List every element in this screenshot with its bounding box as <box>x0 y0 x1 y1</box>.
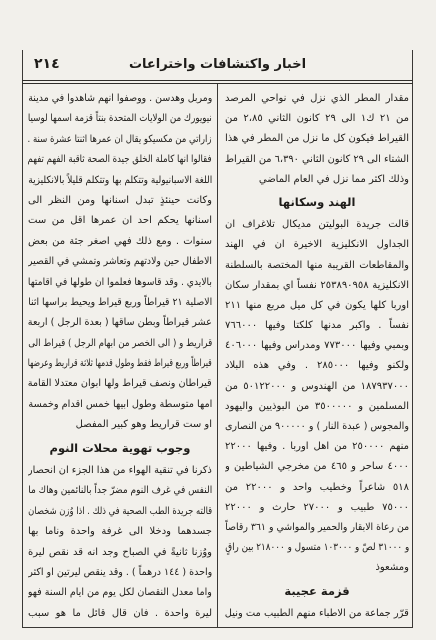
text-line-content: ومربل وهدسن . ووصفوا انهم شاهدوا في مدينة <box>28 93 212 104</box>
text-line-content: المسلمين و ٣٥٠٠٠٠٠ من البوذيين واليهود <box>225 400 409 412</box>
text-line-content: من ٢١ ك١ الى ٢٩ كانون الثاني ٢،٨٥ من <box>225 113 409 125</box>
text-line <box>28 172 212 189</box>
text-line-content: اوربا كلها يكون في كل ميل مربع منها ٢١١ <box>225 299 409 311</box>
text-line <box>225 605 409 622</box>
text-line <box>28 233 212 250</box>
text-line-content: قالته جريدة الطب الصحية في ذلك . اذا وُزن شخصان <box>28 505 212 517</box>
text-line <box>28 294 212 311</box>
text-line <box>225 257 409 274</box>
text-line-content: قرّر جماعة من الاطباء منهم الطبيب مت ونيل <box>225 607 409 619</box>
text-line <box>28 274 212 291</box>
text-line <box>28 355 212 372</box>
text-line <box>28 335 212 352</box>
text-line-content: قيراطان ونصف قيراط ولها ابوان معتدلا القامة <box>28 378 212 390</box>
text-line-content: الاطفال حين ولادتهم وتعاشر وتمشي في القصير <box>28 256 212 268</box>
text-line <box>225 418 409 435</box>
text-line-content: قالت جريدة البوليتن مديكال تلاغراف ان <box>225 219 409 231</box>
text-line <box>225 130 409 147</box>
section-heading: وجوب تهوية محلات النوم <box>49 440 191 455</box>
text-line <box>28 151 212 168</box>
text-line <box>28 564 212 581</box>
text-line-content: النفس في غرف النوم مضرّ جداً بالنائمين وهاك ما <box>28 485 212 497</box>
text-line <box>28 253 212 270</box>
text-line <box>225 171 409 188</box>
section-heading: الهند وسكانها <box>278 194 356 209</box>
running-title: اخبار واكتشافات واختراعات <box>128 57 307 72</box>
text-line <box>225 236 409 253</box>
text-line <box>225 357 409 374</box>
section-heading: قزمة عجيبة <box>284 583 350 598</box>
text-line <box>28 90 212 107</box>
text-line <box>28 192 212 209</box>
text-line <box>28 212 212 229</box>
text-line <box>225 337 409 354</box>
text-line-content: والمجوس ( عبدة النار ) و ٩٠٠٠٠٠ من النصارى <box>225 421 409 432</box>
text-line-content: او ست قراريط وهو كبير المفصل <box>75 419 212 431</box>
text-line <box>28 462 212 479</box>
text-line-content: منهم ٢٥٠٠٠٠ من اهل اوربا . وفيها ٢٢٠٠٠ <box>225 441 409 453</box>
text-line <box>225 151 409 168</box>
text-line <box>225 479 409 496</box>
text-line-content: ٧٥٠٠٠ طبيب و ٢٧٠٠٠ حارث و ٢٢٠٠٠ <box>225 501 409 513</box>
text-line-content: جسدهما ودخلا الى غرفة واحدة وناما بها <box>28 526 212 538</box>
text-line-content: ٤٠٠٠ ساحر و ٤٦٥ من مخرجي الشياطين و <box>225 461 409 473</box>
text-line <box>225 438 409 455</box>
text-line <box>225 458 409 475</box>
running-header <box>22 52 413 80</box>
text-line-content: سنوات . ومع ذلك فهي اصغر جثة من بعض <box>28 235 212 247</box>
text-line-content: الانكليزية ٢٥٣٨٩٠٩٥٨ نفساً اي بمقدار سكان <box>225 279 409 291</box>
text-line <box>28 544 212 561</box>
text-line <box>225 110 409 127</box>
text-line-content: قراريط و ( الى الخصر من ابهام الرجل ) قيراط الى <box>28 337 212 349</box>
text-line-content: اسنانها يحكم احد ان عمرها اقل من ست <box>28 215 212 227</box>
text-line <box>28 314 212 331</box>
text-line <box>225 499 409 516</box>
text-line <box>28 523 212 540</box>
text-line-content: ولكنو وفيها ٢٨٥٠٠٠ . وفي هذه البلاد <box>225 360 409 372</box>
text-line <box>28 482 212 499</box>
text-line <box>225 277 409 294</box>
text-line-content: ووُزنا ثانيةً في الصباح وجد انه قد نقص ليرة <box>28 546 212 558</box>
text-line-content: واحدة ( ١٤٤ درهماً ) . وقد ينقص ليرتين او اكثر <box>28 566 212 578</box>
text-line <box>28 131 212 148</box>
text-line-content: واما معدل النقصان لكل يوم من ايام السنة فهو <box>28 587 212 599</box>
text-line-content: الاصلية ٢١ قيراطاً وربع قيراط ويحيط براسها اثنا <box>28 296 212 308</box>
text-line-content: اللغة الاسبانيولية وتتكلم بها وتتكلم قليلاً بالانكليزية <box>28 174 212 186</box>
text-line <box>225 378 409 395</box>
text-line-content: امها متوسطة وطول ابيها خمس اقدام وخمسة <box>28 398 212 410</box>
text-line <box>225 559 409 576</box>
text-line-content: مقدار المطر الذي نزل في نواحي المرصد <box>225 93 409 104</box>
text-line-content: الشتاء الى ٢٩ كانون الثاني ٦،٣٩٠ من القيراط <box>225 153 409 165</box>
text-line <box>225 90 409 107</box>
text-line-content: عشر قيراطاً وبطن ساقها ( بعدة الرجل ) اربعة <box>28 317 212 329</box>
text-line <box>28 110 212 127</box>
text-line <box>28 396 212 413</box>
column-divider <box>217 84 218 628</box>
text-line-content: فقالوا انها كاملة الخلق جيدة الصحة ثاقبة الفهم تفهم <box>28 154 212 166</box>
text-line <box>225 519 409 536</box>
text-line-content: وكانت حينئذٍ تبدل اسنانها ومن النظر الى <box>28 194 212 206</box>
text-line-content: ٥١٨ شاعراً وخطيب واحد و ٢٢٠٠٠ من <box>225 481 409 493</box>
text-line-content: نيويورك من الولايات المتحدة بنتاً قزمة اسمها لوسيا <box>28 113 212 125</box>
page-number: ٢١٤ <box>34 56 60 72</box>
text-line-content: نفساً . واكبر مدنها كلكتا وفيها ٧٦٦٠٠٠ <box>225 320 409 332</box>
text-line <box>28 375 212 392</box>
text-line-content: ليرة واحدة . فان قال قائل ما هو سبب <box>28 607 212 619</box>
text-line-content: والمقاطعات القريبة منها المختصة بالسلطنة <box>225 259 409 271</box>
text-line <box>28 605 212 622</box>
left-column <box>28 90 212 622</box>
text-line-content: القيراط فيكون كل ما نزل من المطر في هذا <box>225 133 409 145</box>
text-line <box>28 416 212 433</box>
text-line-content: ومشعوذ <box>375 562 409 574</box>
text-line-content: وذلك اكثر مما نزل في العام الماضي <box>258 173 409 185</box>
text-line-content: ١٨٧٩٣٧٠٠٠ من الهندوس و ٥٠١٢٢٠٠٠ من <box>225 380 409 392</box>
text-line <box>28 584 212 601</box>
text-line-content: وبمبي وفيها ٧٧٣٠٠٠ ومدراس وفيها ٤٠٦٠٠٠ <box>225 340 409 352</box>
text-line-content: زاراتي من مكسيكو يقال ان عمرها اثنتا عشرة سنة . <box>28 133 212 145</box>
text-line <box>225 216 409 233</box>
text-line-content: قيراطاً وربع قيراط فقط وطول قدمها ثلاثة قراريط وعرضها <box>28 358 212 370</box>
text-line-content: بالايدي . وقد قاسوها فعلموا ان طولها في اقامتها <box>28 276 212 288</box>
text-line-content: ذكرنا في تنقية الهواء من هذا الجزء ان انحصار <box>28 465 212 477</box>
text-line <box>225 539 409 556</box>
text-line <box>225 317 409 334</box>
right-column <box>225 90 409 622</box>
text-line-content: الجداول الانكليزية الاخيرة ان في الهند <box>225 239 409 251</box>
text-line <box>28 503 212 520</box>
text-line <box>225 398 409 415</box>
text-line-content: و ٣١٠٠٠ لصّ و ١٠٣٠٠٠ متسول و ٢١٨٠٠٠ بين راقٍ <box>225 542 409 554</box>
text-line-content: من رعاة الابقار والحمير والمواشي و ٣٦١ رقاصاً <box>225 521 409 533</box>
text-line <box>225 297 409 314</box>
